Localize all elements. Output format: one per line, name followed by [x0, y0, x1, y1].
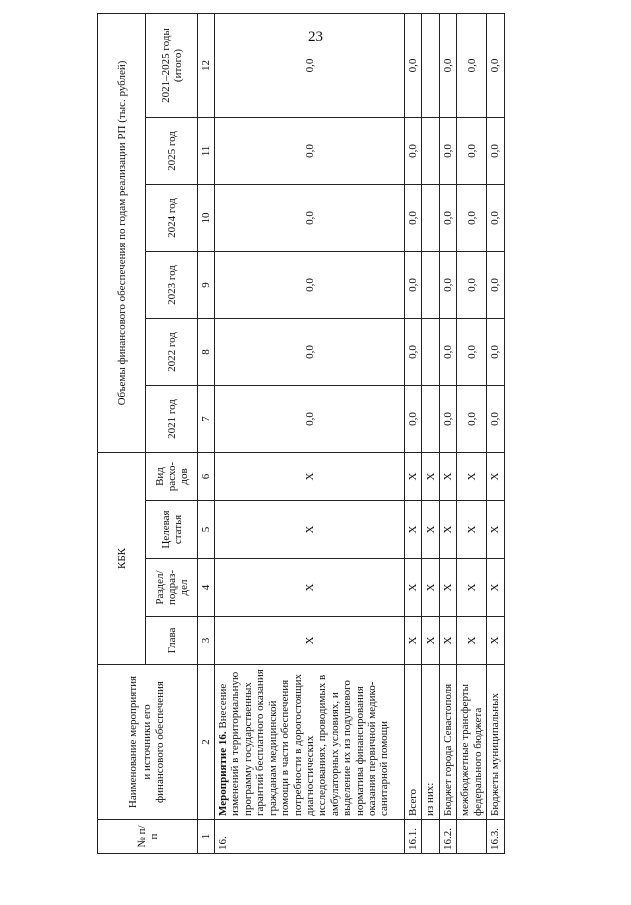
- col-number: 11: [198, 118, 215, 185]
- row-vid: X: [405, 453, 422, 501]
- row-2024: 0,0: [439, 185, 456, 252]
- row-razdel: X: [487, 559, 504, 617]
- row-2025: 0,0: [457, 118, 487, 185]
- row-total: [422, 13, 439, 117]
- row-2023: 0,0: [487, 252, 504, 319]
- row-2021: [422, 386, 439, 453]
- header-total: 2021–2025 годы (итого): [146, 13, 198, 117]
- row-2023: [422, 252, 439, 319]
- row-num: 16.3.: [487, 820, 504, 854]
- header-vid: Вид расхо- дов: [146, 453, 198, 501]
- row-num: [422, 820, 439, 854]
- row-2022: 0,0: [405, 319, 422, 386]
- col-number: 7: [198, 386, 215, 453]
- column-number-row: [198, 13, 215, 853]
- row-2024: 0,0: [405, 185, 422, 252]
- measure-2023: 0,0: [215, 252, 405, 319]
- row-name: Бюджеты муниципальных: [487, 665, 504, 820]
- row-total: 0,0: [405, 13, 422, 117]
- row-glava: X: [457, 617, 487, 665]
- row-2025: 0,0: [405, 118, 422, 185]
- table-row: [487, 13, 504, 853]
- measure-2025: 0,0: [215, 118, 405, 185]
- measure-title-bold: Мероприятие 16.: [217, 731, 229, 816]
- row-2022: 0,0: [487, 319, 504, 386]
- header-2022: 2022 год: [146, 319, 198, 386]
- col-number: 9: [198, 252, 215, 319]
- col-number: 4: [198, 559, 215, 617]
- row-total: 0,0: [439, 13, 456, 117]
- measure-title-rest: Внесение изменений в территориальную программу государственных гарантий бесплатного оказания гражданам медицинской помощи в части обеспечения потребности в дорогостоящих диагностических исследованиях, проводимых в амбулаторных условиях, и выделение их из подушевого норматива финансирования оказания первичной медико-санитарной помощи: [217, 669, 391, 816]
- row-2021: 0,0: [457, 386, 487, 453]
- header-name-line2: и источники его: [140, 704, 153, 780]
- measure-2022: 0,0: [215, 319, 405, 386]
- row-name: Всего: [405, 665, 422, 820]
- header-name: [98, 665, 198, 820]
- measure-name: [215, 665, 405, 820]
- header-celevaya: Целевая статья: [146, 501, 198, 559]
- header-razdel: Раздел/ подраз- дел: [146, 559, 198, 617]
- row-glava: X: [487, 617, 504, 665]
- header-2023: 2023 год: [146, 252, 198, 319]
- col-number: 6: [198, 453, 215, 501]
- header-volumes: Объемы финансового обеспечения по годам реализации РП (тыс. рублей): [98, 13, 146, 452]
- row-num: [457, 820, 487, 854]
- table-row: [405, 13, 422, 853]
- row-2023: 0,0: [405, 252, 422, 319]
- page-number: 23: [308, 29, 323, 45]
- measure-2024: 0,0: [215, 185, 405, 252]
- row-2025: [422, 118, 439, 185]
- row-razdel: X: [439, 559, 456, 617]
- row-2021: 0,0: [405, 386, 422, 453]
- header-num: № п/п: [98, 820, 198, 854]
- header-name-line3: финансового обеспечения: [154, 681, 167, 803]
- table-row: [457, 13, 487, 853]
- row-2022: [422, 319, 439, 386]
- row-celevaya: X: [487, 501, 504, 559]
- measure-vid: X: [215, 453, 405, 501]
- row-celevaya: X: [439, 501, 456, 559]
- col-number: 8: [198, 319, 215, 386]
- row-2025: 0,0: [439, 118, 456, 185]
- row-razdel: X: [457, 559, 487, 617]
- row-celevaya: X: [457, 501, 487, 559]
- header-name-line1: Наименование мероприятия: [126, 675, 139, 809]
- col-number: 1: [198, 820, 215, 854]
- row-2021: 0,0: [439, 386, 456, 453]
- row-glava: X: [422, 617, 439, 665]
- row-name: из них:: [422, 665, 439, 820]
- row-glava: X: [439, 617, 456, 665]
- row-2023: 0,0: [439, 252, 456, 319]
- header-2021: 2021 год: [146, 386, 198, 453]
- rotated-table-wrapper: [97, 28, 597, 854]
- row-vid: X: [487, 453, 504, 501]
- measure-celevaya: X: [215, 501, 405, 559]
- measure-total: 0,0: [215, 13, 405, 117]
- col-number: 3: [198, 617, 215, 665]
- row-vid: X: [439, 453, 456, 501]
- measure-2021: 0,0: [215, 386, 405, 453]
- row-celevaya: X: [422, 501, 439, 559]
- header-kbk: КБК: [98, 453, 146, 665]
- header-2024: 2024 год: [146, 185, 198, 252]
- measure-num: 16.: [215, 820, 405, 854]
- row-2022: 0,0: [457, 319, 487, 386]
- row-name: межбюджетные трансферты федерального бюджета: [457, 665, 487, 820]
- col-number: 12: [198, 13, 215, 117]
- row-celevaya: X: [405, 501, 422, 559]
- row-2025: 0,0: [487, 118, 504, 185]
- row-total: 0,0: [487, 13, 504, 117]
- row-glava: X: [405, 617, 422, 665]
- row-vid: X: [457, 453, 487, 501]
- row-total: 0,0: [457, 13, 487, 117]
- row-razdel: X: [405, 559, 422, 617]
- row-2021: 0,0: [487, 386, 504, 453]
- table-row: [422, 13, 439, 853]
- measure-glava: X: [215, 617, 405, 665]
- row-2024: 0,0: [457, 185, 487, 252]
- row-num: 16.2.: [439, 820, 456, 854]
- header-2025: 2025 год: [146, 118, 198, 185]
- col-number: 5: [198, 501, 215, 559]
- row-name: Бюджет города Севастополя: [439, 665, 456, 820]
- row-2023: 0,0: [457, 252, 487, 319]
- financing-table: [97, 13, 505, 854]
- row-vid: X: [422, 453, 439, 501]
- header-glava: Глава: [146, 617, 198, 665]
- measure-row: [215, 13, 405, 853]
- row-num: 16.1.: [405, 820, 422, 854]
- col-number: 10: [198, 185, 215, 252]
- row-2022: 0,0: [439, 319, 456, 386]
- table-row: [439, 13, 456, 853]
- row-2024: 0,0: [487, 185, 504, 252]
- row-razdel: X: [422, 559, 439, 617]
- col-number: 2: [198, 665, 215, 820]
- measure-razdel: X: [215, 559, 405, 617]
- row-2024: [422, 185, 439, 252]
